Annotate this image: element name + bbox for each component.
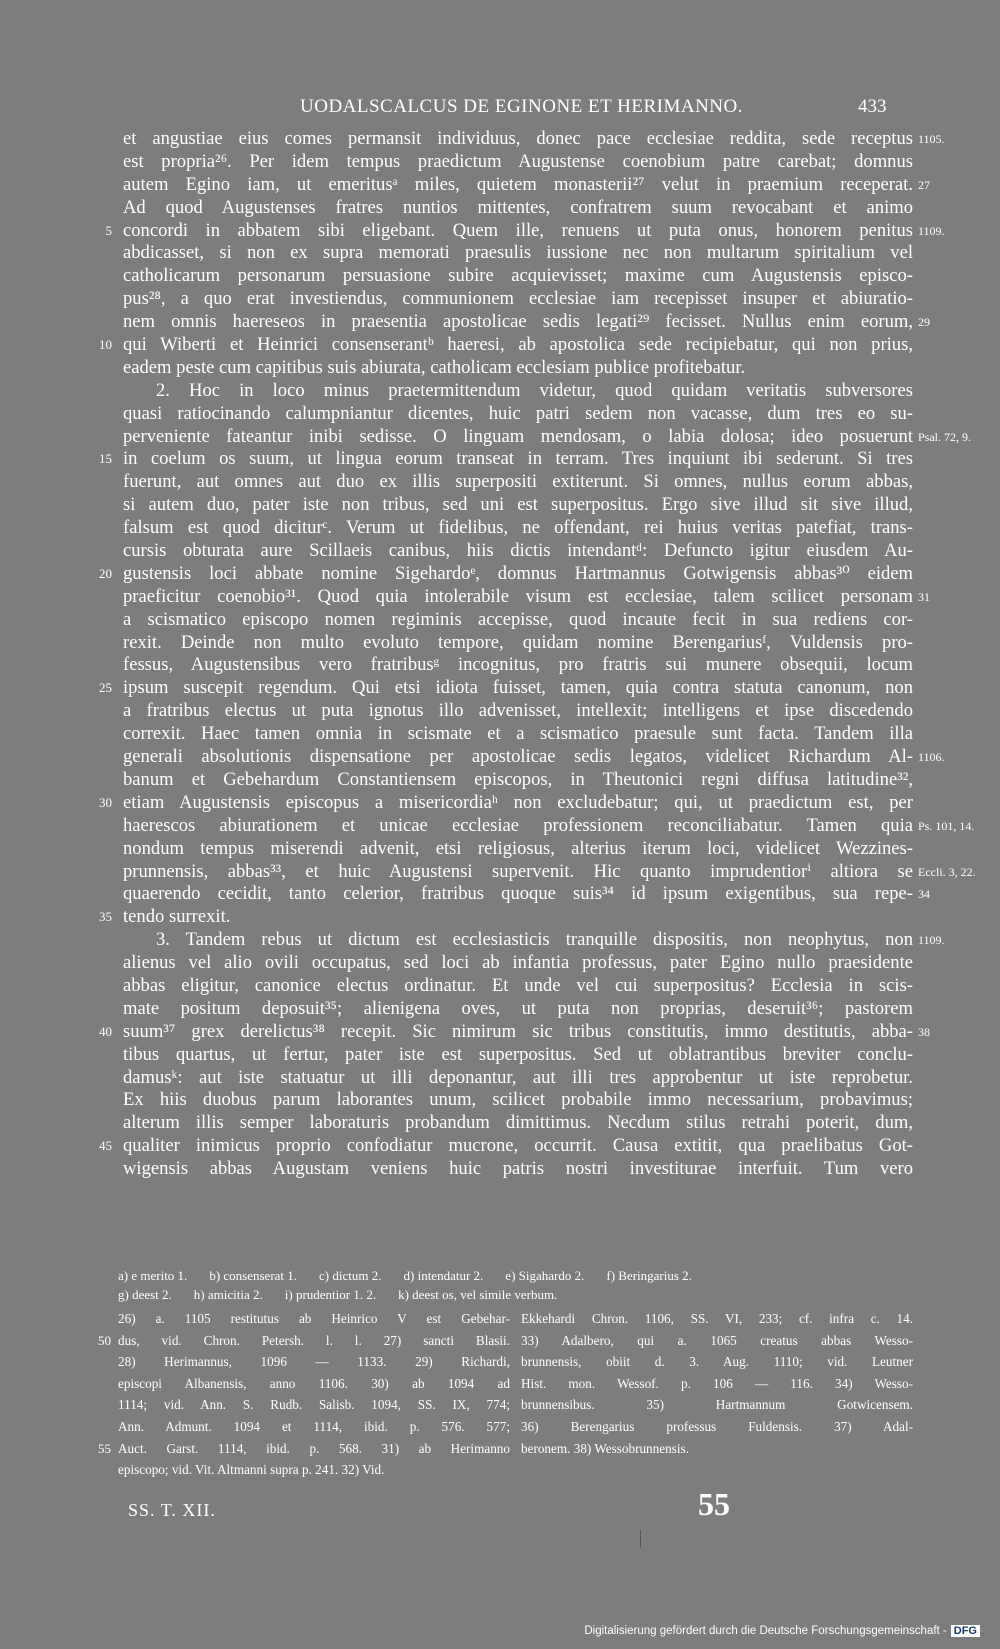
text-line (0, 380, 1000, 403)
footnote-line: 33) Adalbero, qui a. 1065 creatus abbas Wesso- (521, 1332, 913, 1348)
line-text: Ex hiis duobus parum laborantes unum, scilicet probabile immo necessarium, probavimus; (123, 1089, 913, 1111)
text-line (0, 609, 1000, 632)
text-line (0, 563, 1000, 586)
digitization-notice (584, 1625, 980, 1637)
apparatus-entry: d) intendatur 2. (403, 1268, 484, 1283)
line-text: qualiter inimicus proprio confodiatur mucrone, occurrit. Causa extitit, qua praelibatus Got- (123, 1135, 913, 1157)
line-text: Ad quod Augustenses fratres nuntios mittentes, confratrem suum revocabant et animo (123, 196, 913, 218)
footnote-line: 1114; vid. Ann. S. Rudb. Salisb. 1094, SS. IX, 774; (118, 1397, 510, 1413)
digitization-text: Digitalisierung gefördert durch die Deutsche Forschungsgemeinschaft - (584, 1625, 947, 1637)
text-line (0, 174, 1000, 197)
text-line (0, 220, 1000, 243)
text-line (0, 952, 1000, 975)
text-line (0, 883, 1000, 906)
footnotes-left-column (118, 1308, 510, 1481)
text-line (0, 242, 1000, 265)
line-number: 25 (99, 680, 112, 696)
line-text: concordi in abbatem sibi eligebant. Quem ille, renuens ut puta onus, honorem penitus (123, 219, 913, 241)
line-text: quasi ratiocinando calumpniantur dicentes, huic patri sedem non vacasse, dum tres eo su- (123, 402, 913, 424)
text-line (0, 929, 1000, 952)
line-text: et angustiae eius comes permansit individuus, donec pace ecclesiae reddita, sede receptus (123, 128, 913, 149)
apparatus-entry: c) dictum 2. (319, 1268, 382, 1283)
text-line (0, 151, 1000, 174)
line-text: praeficitur coenobio³¹. Quod quia intolerabile visum est ecclesiae, talem scilicet personam (123, 585, 913, 607)
footnote-line-number: 55 (98, 1440, 111, 1456)
apparatus-entry: e) Sigahardo 2. (505, 1268, 585, 1283)
margin-note: 38 (918, 1024, 930, 1039)
line-text: si autem duo, pater iste non tribus, sed uni est superpositus. Ergo sive illud sit sive illud, (123, 494, 913, 516)
line-number: 45 (99, 1138, 112, 1154)
footnote-line: 26) a. 1105 restitutus ab Heinrico V est Gebehar- (118, 1311, 510, 1326)
text-line (0, 998, 1000, 1021)
line-text: ipsum suscepit regendum. Qui etsi idiota fuisset, tamen, quia contra statuta canonum, non (123, 677, 913, 699)
line-text: correxit. Haec tamen omnia in scismate et a scismatico praesule sunt facta. Tandem illa (123, 723, 913, 745)
line-text: prunnensis, abbas³³, et huic Augustensi supervenit. Hic quanto imprudentiorⁱ altiora se (123, 860, 913, 882)
margin-note: Psal. 72, 9. (918, 429, 972, 444)
text-line (0, 265, 1000, 288)
text-line (0, 975, 1000, 998)
line-text: damusᵏ: aut iste statuatur ut illi deponantur, aut illi tres approbentur ut iste reprobetur. (123, 1066, 913, 1088)
line-text: generali absolutionis dispensatione per apostolicae sedis legatos, videlicet Richardum Al- (123, 746, 913, 768)
apparatus-entry: k) deest os, vel simile verbum. (398, 1287, 558, 1302)
margin-note: 1106. (918, 750, 945, 765)
line-text: nem omnis haereseos in praesentia apostolicae sedis legati²⁹ fecisset. Nullus enim eorum, (123, 311, 913, 333)
footnote-line: Ekkehardi Chron. 1106, SS. VI, 233; cf. infra c. 14. (521, 1311, 913, 1326)
line-text: eadem peste cum capitibus suis abiurata, catholicam ecclesiam publice profitebatur. (123, 356, 746, 378)
footnote-line-number: 50 (98, 1332, 111, 1348)
footnote-line: 28) Herimannus, 1096 — 1133. 29) Richardi, (118, 1354, 510, 1370)
signature-mark: SS. T. XII. (128, 1500, 216, 1520)
main-text (0, 128, 1000, 1181)
line-text: fuerunt, aut omnes aut duo ex illis superpositi extiterunt. Si omnes, nullus eorum abbas, (123, 471, 913, 493)
line-text: mate positum deposuit³⁵; alienigena oves, ut puta non proprias, deseruit³⁶; pastorem (123, 997, 913, 1019)
text-line (0, 1112, 1000, 1135)
line-text: perveniente fateantur inibi sedisse. O linguam mendosam, o labia dolosa; ideo posuerunt (123, 425, 913, 447)
footnote-line: Ann. Admunt. 1094 et 1114, ibid. p. 576. 577; (118, 1418, 510, 1434)
footnote-line: Hist. mon. Wessof. p. 106 — 116. 34) Wesso- (521, 1375, 913, 1391)
line-number: 35 (99, 909, 112, 925)
footnote-line: episcopo; vid. Vit. Altmanni supra p. 241. 32) Vid. (118, 1462, 385, 1478)
line-text: 2. Hoc in loco minus praetermittendum videtur, quod quidam veritatis subversores (156, 379, 913, 401)
text-line (0, 677, 1000, 700)
text-line (0, 746, 1000, 769)
line-text: catholicarum personarum persuasione subire acquievisset; maxime cum Augustensis episco- (123, 265, 913, 287)
margin-note: 1105. (918, 132, 945, 146)
sheet-number: 55 (698, 1486, 730, 1522)
footnote-line: brunnensibus. 35) Hartmannum Gotwicensem. (521, 1397, 913, 1413)
line-text: alienus vel alio ovili occupatus, sed loci ab infantia professus, pater Egino nullo praesidente (123, 952, 913, 974)
footnote-line: beronem. 38) Wessobrunnensis. (521, 1440, 689, 1456)
text-line (0, 838, 1000, 861)
text-line (0, 311, 1000, 334)
line-text: alterum illis semper laboraturis probandum dimittimus. Necdum stilus retrahi poterit, dum, (123, 1112, 913, 1134)
footnote-line: dus, vid. Chron. Petersh. l. l. 27) sancti Blasii. (118, 1332, 510, 1348)
line-text: est propria²⁶. Per idem tempus praedictum Augustense coenobium patre carebat; domnus (123, 150, 913, 172)
text-line (0, 197, 1000, 220)
line-text: falsum est quod diciturᶜ. Verum ut fidelibus, ne offendant, rei huius veritas patefiat, trans- (123, 517, 913, 539)
page-number: 433 (858, 96, 887, 117)
line-text: in coelum os suum, ut lingua eorum transeat in terram. Tres inquiunt ibi sederunt. Si tres (123, 448, 913, 470)
line-text: banum et Gebehardum Constantiensem episcopos, in Theutonici regni diffusa latitudine³², (123, 768, 913, 790)
line-text: pus²⁸, a quo erat investiendus, communionem ecclesiae iam recepisset insuper et abiuratio- (123, 288, 913, 310)
line-text: qui Wiberti et Heinrici consenserantᵇ haeresi, ab apostolica sede recipiebatur, qui non prius, (123, 334, 913, 356)
line-text: tibus quartus, ut fertur, pater iste est superpositus. Sed ut oblatrantibus breviter conclu- (123, 1043, 913, 1065)
line-text: etiam Augustensis episcopus a misericordiaʰ non excludebatur; qui, ut praedictum est, per (123, 791, 913, 813)
line-number: 15 (99, 451, 112, 467)
text-line (0, 586, 1000, 609)
text-line (0, 128, 1000, 151)
text-line (0, 1089, 1000, 1112)
critical-apparatus (118, 1266, 928, 1304)
margin-note: 27 (918, 177, 930, 192)
text-line (0, 426, 1000, 449)
apparatus-entry: g) deest 2. (118, 1287, 172, 1302)
footnote-line: brunnensis, obiit d. 3. Aug. 1110; vid. Leutner (521, 1354, 913, 1370)
text-line (0, 700, 1000, 723)
text-line (0, 448, 1000, 471)
line-number: 5 (105, 222, 112, 238)
text-line (0, 632, 1000, 655)
text-line (0, 1067, 1000, 1090)
line-text: wigensis abbas Augustam veniens huic patris nostri investiturae interfuit. Tum vero (123, 1158, 913, 1180)
apparatus-entry: f) Beringarius 2. (606, 1268, 692, 1283)
line-number: 40 (99, 1023, 112, 1039)
text-line (0, 540, 1000, 563)
line-text: autem Egino iam, ut emeritusᵃ miles, quietem monasterii²⁷ velut in praemium receperat. (123, 173, 913, 195)
text-line (0, 288, 1000, 311)
line-text: fessus, Augustensibus vero fratribusᵍ incognitus, pro fratris sui munere obsequii, locum (123, 654, 913, 676)
text-line (0, 517, 1000, 540)
text-line (0, 1135, 1000, 1158)
margin-note: Ps. 101, 14. (918, 818, 975, 833)
text-line (0, 723, 1000, 746)
apparatus-entry: a) e merito 1. (118, 1268, 188, 1283)
text-line (0, 654, 1000, 677)
margin-note: Eccli. 3, 22. (918, 864, 976, 879)
line-number: 20 (99, 565, 112, 581)
apparatus-entry: i) prudentior 1. 2. (284, 1287, 377, 1302)
line-text: gustensis loci abbate nomine Sigehardoᵉ, domnus Hartmannus Gotwigensis abbas³⁰ eidem (123, 562, 913, 584)
margin-note: 1109. (918, 933, 945, 948)
footnotes-right-column (521, 1308, 913, 1459)
text-line (0, 1044, 1000, 1067)
footnote-line: 36) Berengarius professus Fuldensis. 37) Adal- (521, 1418, 913, 1434)
apparatus-entry: b) consenserat 1. (209, 1268, 298, 1283)
footnote-line: episcopi Albanensis, anno 1106. 30) ab 1094 ad (118, 1375, 510, 1391)
text-line (0, 494, 1000, 517)
line-text: a scismatico episcopo nomen regiminis accepisse, quod incaute fecit in sua rediens cor- (123, 608, 913, 630)
apparatus-row (118, 1266, 928, 1285)
apparatus-entry: h) amicitia 2. (193, 1287, 263, 1302)
line-text: abbas eligitur, canonice electus ordinatur. Et unde vel cui superpositus? Ecclesia in scis- (123, 974, 913, 996)
margin-note: 34 (918, 887, 930, 902)
text-line (0, 403, 1000, 426)
line-number: 10 (99, 337, 112, 353)
text-line (0, 906, 1000, 929)
line-text: a fratribus electus ut puta ignotus illo advenisset, intellexit; intelligens et ipse discedendo (123, 700, 913, 722)
running-header (0, 96, 1000, 120)
margin-note: 29 (918, 315, 930, 330)
line-text: tendo surrexit. (123, 906, 231, 928)
line-text: haerescos abiurationem et unicae ecclesiae professionem reconciliabatur. Tamen quia (123, 814, 913, 836)
line-text: 3. Tandem rebus ut dictum est ecclesiasticis tranquille dispositis, non neophytus, non (156, 929, 913, 951)
footnote-line: Auct. Garst. 1114, ibid. p. 568. 31) ab Herimanno (118, 1440, 510, 1456)
line-text: abdicasset, si non ex supra memorati praesulis iussione nec non multarum spiritalium vel (123, 242, 913, 264)
text-line (0, 471, 1000, 494)
line-text: rexit. Deinde non multo evoluto tempore, quidam nomine Berengariusᶠ, Vuldensis pro- (123, 631, 913, 653)
line-text: cursis obturata aure Scillaeis canibus, hiis dictis intendantᵈ: Defuncto igitur eiusdem Au- (123, 540, 913, 562)
line-number: 30 (99, 794, 112, 810)
text-line (0, 792, 1000, 815)
dfg-logo: DFG (951, 1625, 980, 1637)
header-title: UODALSCALCUS DE EGINONE ET HERIMANNO. (300, 96, 743, 117)
text-line (0, 1021, 1000, 1044)
text-line (0, 1158, 1000, 1181)
text-line (0, 334, 1000, 357)
text-line (0, 815, 1000, 838)
margin-note: 31 (918, 589, 930, 604)
text-line (0, 357, 1000, 380)
apparatus-row (118, 1285, 928, 1304)
text-line (0, 861, 1000, 884)
line-text: suum³⁷ grex derelictus³⁸ recepit. Sic nimirum sic tribus constitutis, immo destitutis, abba- (123, 1020, 913, 1042)
margin-note: 1109. (918, 223, 945, 238)
scan-mark (640, 1530, 641, 1548)
line-text: quaerendo cecidit, tanto celerior, fratribus quoque suis³⁴ id ipsum exigentibus, sua repe- (123, 883, 913, 905)
text-line (0, 769, 1000, 792)
line-text: nondum tempus miserendi advenit, etsi religiosus, alterius iterum loci, videlicet Wezzines- (123, 837, 913, 859)
